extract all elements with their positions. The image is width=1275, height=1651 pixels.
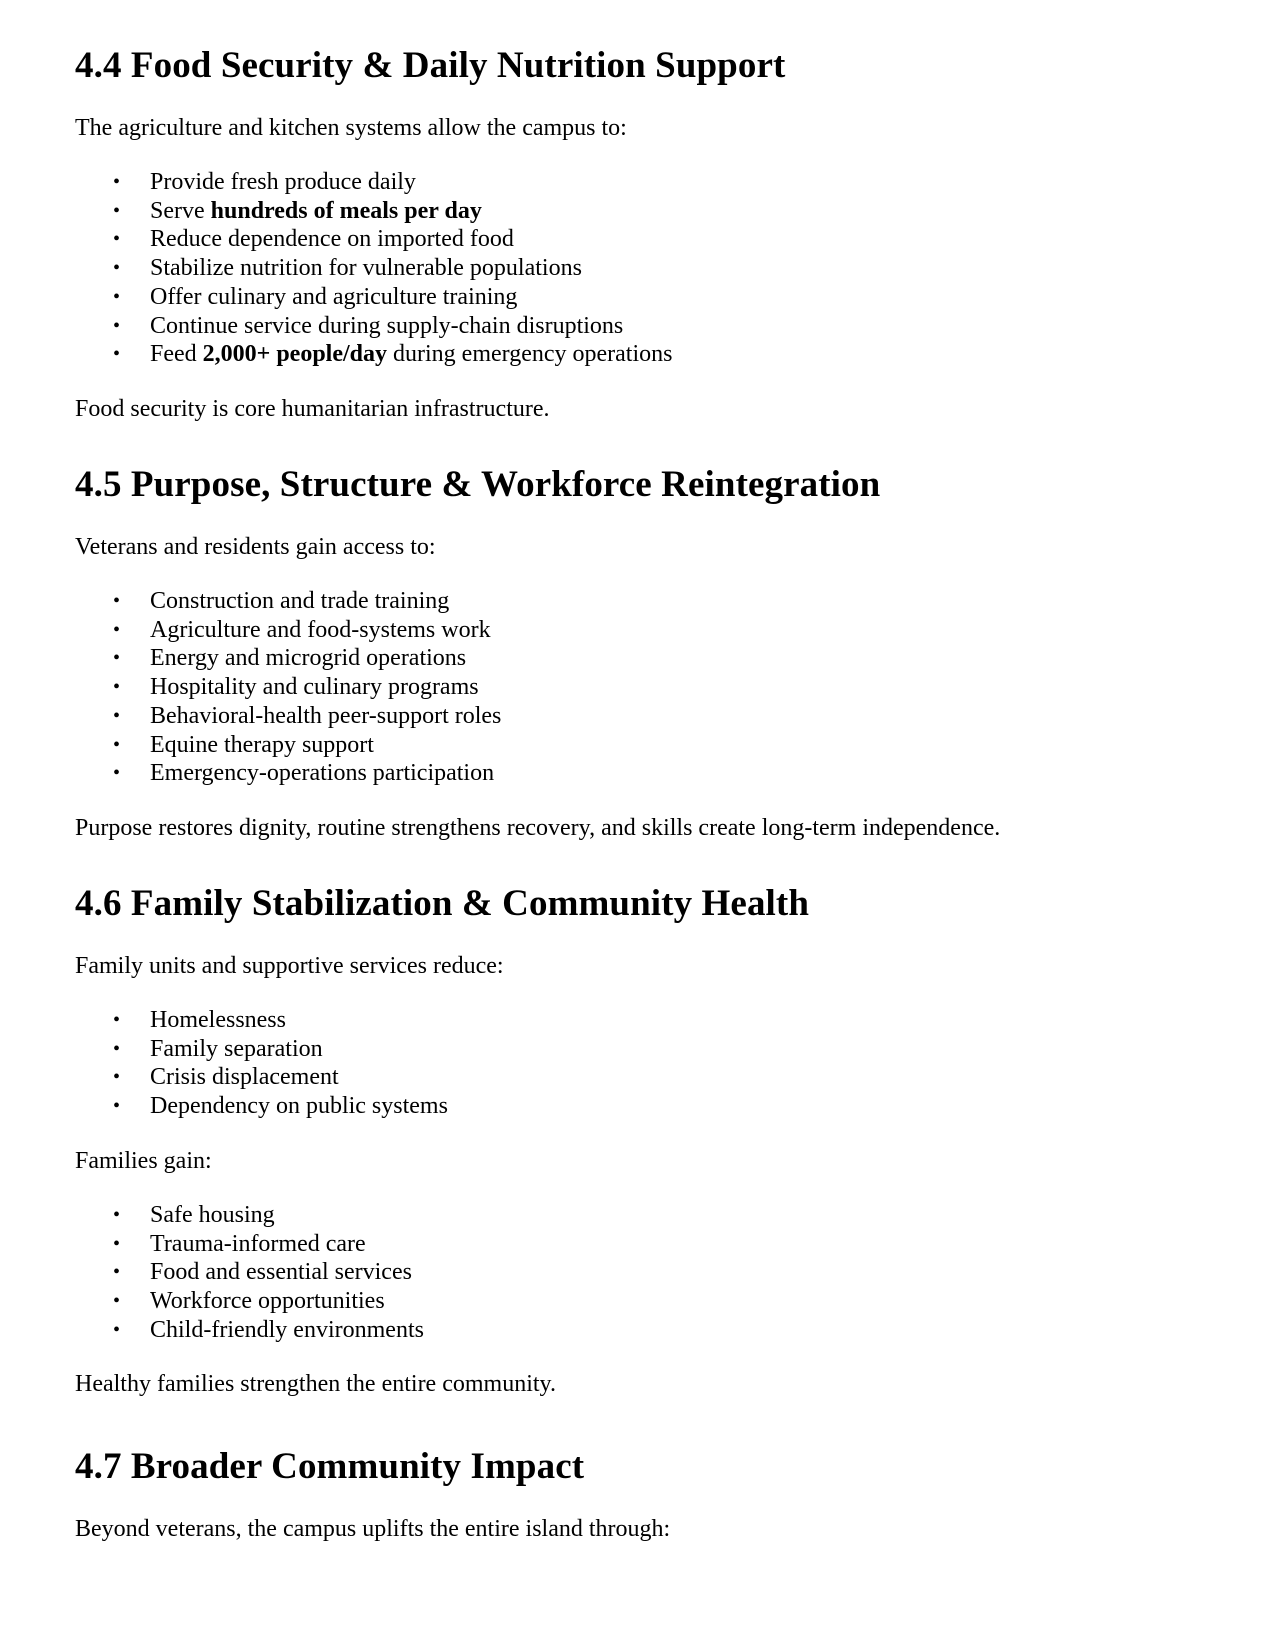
bullet-list: [75, 168, 1215, 369]
section-heading: 4.7 Broader Community Impact: [75, 1446, 585, 1487]
section-intro-secondary: Families gain:: [75, 1147, 212, 1174]
list-item: • Agriculture and food-systems work: [75, 616, 1215, 645]
list-item: • Trauma-informed care: [75, 1230, 1215, 1259]
list-item: • Energy and microgrid operations: [75, 644, 1215, 673]
section-intro: The agriculture and kitchen systems allow the campus to:: [75, 115, 627, 141]
section-intro: Beyond veterans, the campus uplifts the entire island through:: [75, 1516, 671, 1542]
list-item: • Stabilize nutrition for vulnerable populations: [75, 254, 1215, 283]
section-4-5: [75, 463, 1215, 843]
list-item: • Provide fresh produce daily: [75, 168, 1215, 197]
list-item: • Homelessness: [75, 1006, 1215, 1035]
section-closing: Purpose restores dignity, routine strengthens recovery, and skills create long-term independence.: [75, 814, 1001, 841]
list-item: • Workforce opportunities: [75, 1287, 1215, 1316]
list-item: • Behavioral-health peer-support roles: [75, 702, 1215, 731]
bullet-list: [75, 587, 1215, 788]
list-item: • Hospitality and culinary programs: [75, 673, 1215, 702]
list-item: • Feed 2,000+ people/day during emergency operations: [75, 340, 1215, 369]
list-item: • Emergency-operations participation: [75, 759, 1215, 788]
section-intro: Family units and supportive services reduce:: [75, 953, 504, 979]
section-intro: Veterans and residents gain access to:: [75, 534, 436, 560]
section-heading: 4.6 Family Stabilization & Community Health: [75, 883, 810, 924]
section-closing: Food security is core humanitarian infrastructure.: [75, 395, 550, 422]
list-item: • Construction and trade training: [75, 587, 1215, 616]
list-item: • Continue service during supply-chain disruptions: [75, 312, 1215, 341]
list-item: • Food and essential services: [75, 1258, 1215, 1287]
section-4-7: [75, 1445, 1215, 1544]
list-item: • Crisis displacement: [75, 1063, 1215, 1092]
list-item: • Equine therapy support: [75, 731, 1215, 760]
section-closing: Healthy families strengthen the entire community.: [75, 1371, 556, 1398]
bullet-list: [75, 1201, 1215, 1345]
list-item: • Child-friendly environments: [75, 1316, 1215, 1345]
section-4-4: [75, 44, 1215, 424]
list-item: • Serve hundreds of meals per day: [75, 197, 1215, 226]
bullet-list: [75, 1006, 1215, 1121]
list-item: • Dependency on public systems: [75, 1092, 1215, 1121]
list-item: • Safe housing: [75, 1201, 1215, 1230]
section-heading: 4.4 Food Security & Daily Nutrition Support: [75, 45, 786, 86]
list-item: • Family separation: [75, 1035, 1215, 1064]
list-item: • Reduce dependence on imported food: [75, 225, 1215, 254]
list-item: • Offer culinary and agriculture training: [75, 283, 1215, 312]
section-4-6: [75, 882, 1215, 1399]
section-heading: 4.5 Purpose, Structure & Workforce Reintegration: [75, 464, 881, 505]
